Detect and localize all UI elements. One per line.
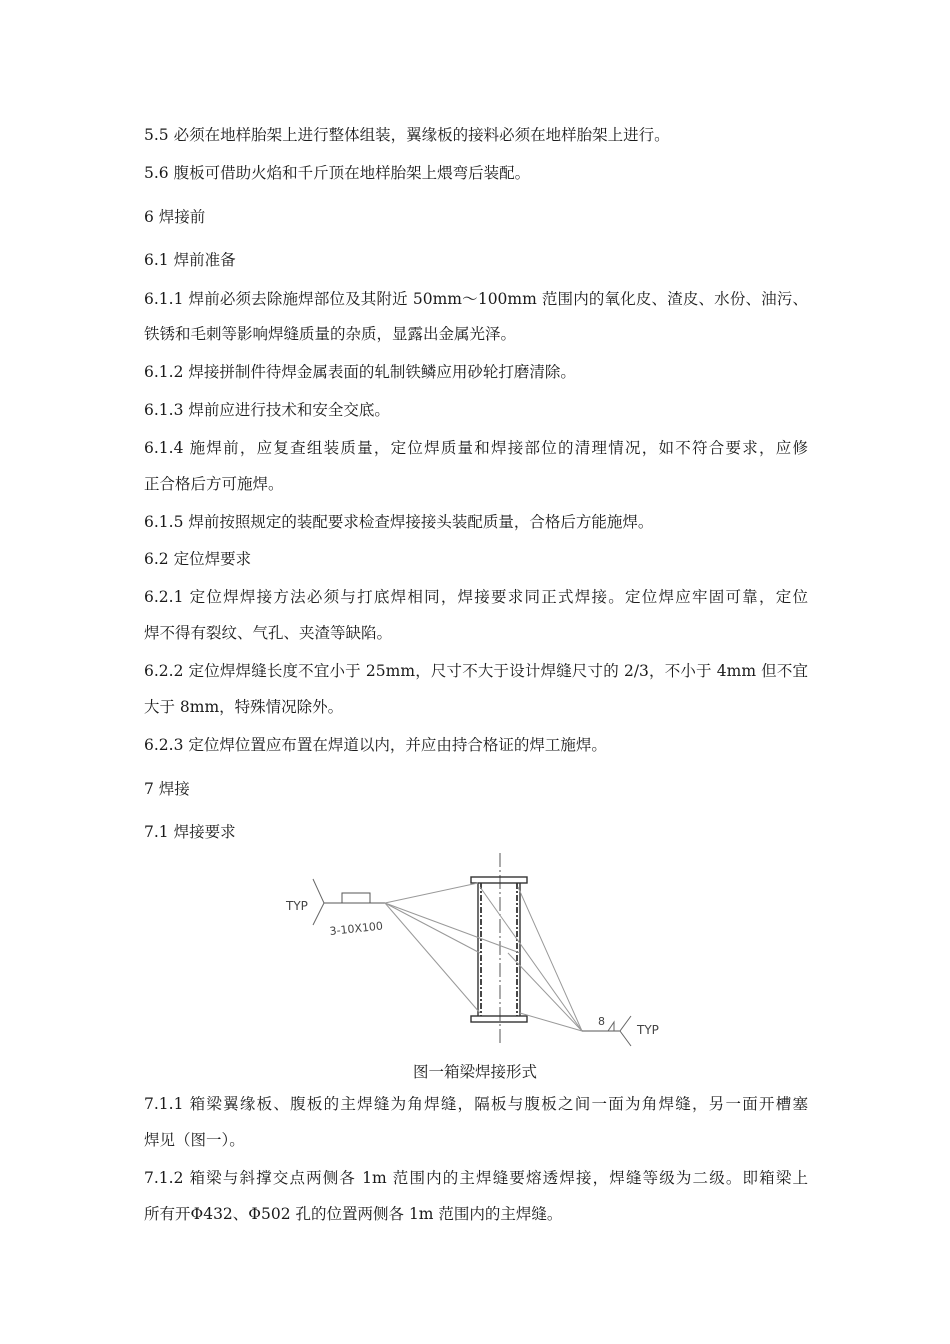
paragraph-6-1-1-line2: 铁锈和毛刺等影响焊缝质量的杂质，显露出金属光泽。 <box>144 325 517 343</box>
paragraph-7-1-2-line2: 所有开Φ432、Φ502 孔的位置两侧各 1m 范围内的主焊缝。 <box>144 1205 563 1223</box>
paragraph-6-2-2-line2: 大于 8mm，特殊情况除外。 <box>144 698 344 716</box>
paragraph-6-1-4-line1: 6.1.4 施焊前，应复查组装质量，定位焊质量和焊接部位的清理情况，如不符合要求，应修 <box>144 439 808 457</box>
paragraph-7-1-2-line1: 7.1.2 箱梁与斜撑交点两侧各 1m 范围内的主焊缝要熔透焊接，焊缝等级为二级。即箱梁上 <box>144 1169 808 1187</box>
paragraph-7-1-1-line2: 焊见（图一）。 <box>144 1131 245 1149</box>
box-girder-weld-figure <box>280 853 670 1048</box>
heading-6-2: 6.2 定位焊要求 <box>144 550 252 568</box>
paragraph-6-1-2: 6.1.2 焊接拼制件待焊金属表面的轧制铁鳞应用砂轮打磨清除。 <box>144 363 576 381</box>
weld-size-label: 8 <box>598 1015 605 1028</box>
paragraph-6-2-2-line1: 6.2.2 定位焊焊缝长度不宜小于 25mm，尺寸不大于设计焊缝尺寸的 2/3，不小于 4mm 但不宜 <box>144 662 808 680</box>
paragraph-6-2-1-line2: 焊不得有裂纹、气孔、夹渣等缺陷。 <box>144 624 393 642</box>
paragraph-7-1-1-line1: 7.1.1 箱梁翼缘板、腹板的主焊缝为角焊缝，隔板与腹板之间一面为角焊缝，另一面开槽塞 <box>144 1095 808 1113</box>
heading-7: 7 焊接 <box>144 780 190 798</box>
heading-6: 6 焊接前 <box>144 208 206 226</box>
paragraph-6-1-5: 6.1.5 焊前按照规定的装配要求检查焊接接头装配质量，合格后方能施焊。 <box>144 513 654 531</box>
paragraph-6-2-3: 6.2.3 定位焊位置应布置在焊道以内，并应由持合格证的焊工施焊。 <box>144 736 607 754</box>
paragraph-6-1-1-line1: 6.1.1 焊前必须去除施焊部位及其附近 50mm～100mm 范围内的氧化皮、渣皮、水份、油污、 <box>144 290 808 308</box>
paragraph-6-2-1-line1: 6.2.1 定位焊焊接方法必须与打底焊相同，焊接要求同正式焊接。定位焊应牢固可靠，定位 <box>144 588 808 606</box>
plate-label: 3-10X100 <box>328 919 384 938</box>
paragraph-5-5: 5.5 必须在地样胎架上进行整体组装，翼缘板的接料必须在地样胎架上进行。 <box>144 126 670 144</box>
heading-7-1: 7.1 焊接要求 <box>144 823 236 841</box>
paragraph-6-1-4-line2: 正合格后方可施焊。 <box>144 475 284 493</box>
figure-caption: 图一箱梁焊接形式 <box>412 1063 537 1081</box>
paragraph-5-6: 5.6 腹板可借助火焰和千斤顶在地样胎架上煨弯后装配。 <box>144 164 531 182</box>
typ-label-right: TYP <box>637 1023 659 1037</box>
typ-label-left: TYP <box>286 899 308 913</box>
heading-6-1: 6.1 焊前准备 <box>144 251 236 269</box>
paragraph-6-1-3: 6.1.3 焊前应进行技术和安全交底。 <box>144 401 390 419</box>
